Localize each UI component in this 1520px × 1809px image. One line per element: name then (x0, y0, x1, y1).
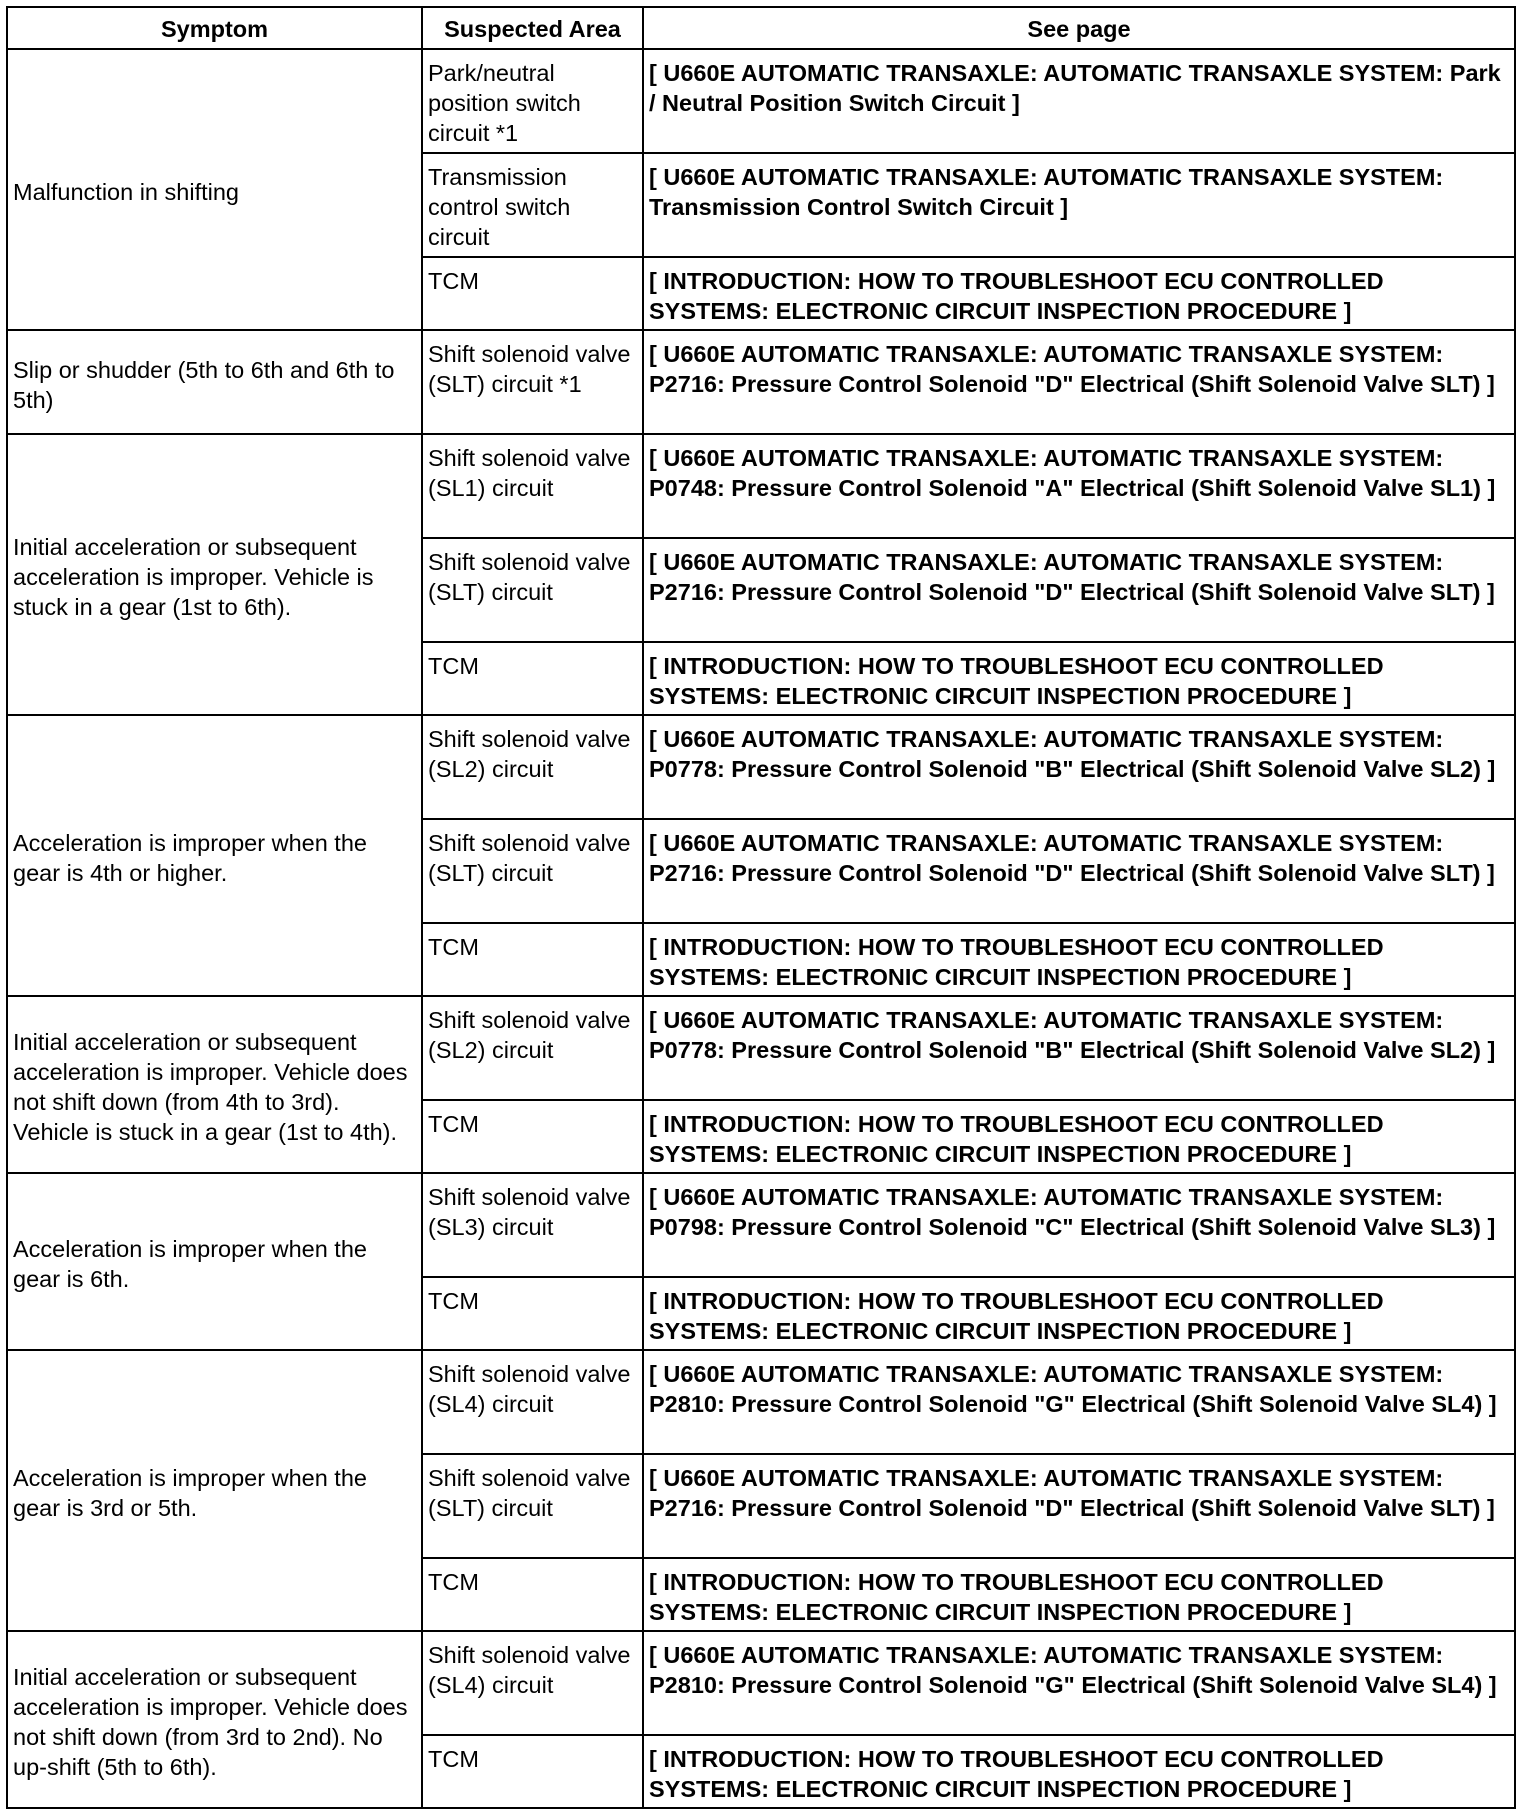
suspected-area-cell: TCM (422, 1100, 643, 1173)
see-page-reference[interactable]: [ U660E AUTOMATIC TRANSAXLE: AUTOMATIC TRANSAXLE SYSTEM: Park / Neutral Position Switch Circuit ] (643, 49, 1515, 153)
suspected-area-cell: TCM (422, 257, 643, 330)
suspected-area-cell: TCM (422, 642, 643, 715)
suspected-area-cell: Shift solenoid valve (SL1) circuit (422, 434, 643, 538)
table-row (7, 1631, 1515, 1735)
table-body (7, 49, 1515, 1808)
suspected-area-cell: Shift solenoid valve (SL4) circuit (422, 1350, 643, 1454)
see-page-reference[interactable]: [ INTRODUCTION: HOW TO TROUBLESHOOT ECU CONTROLLED SYSTEMS: ELECTRONIC CIRCUIT INSPECTION PROCEDURE ] (643, 1735, 1515, 1808)
symptom-cell: Slip or shudder (5th to 6th and 6th to 5th) (7, 330, 422, 434)
suspected-area-cell: Shift solenoid valve (SLT) circuit (422, 1454, 643, 1558)
suspected-area-cell: Shift solenoid valve (SL4) circuit (422, 1631, 643, 1735)
table-row (7, 330, 1515, 434)
see-page-reference[interactable]: [ INTRODUCTION: HOW TO TROUBLESHOOT ECU CONTROLLED SYSTEMS: ELECTRONIC CIRCUIT INSPECTION PROCEDURE ] (643, 257, 1515, 330)
suspected-area-cell: Shift solenoid valve (SLT) circuit (422, 538, 643, 642)
symptom-cell: Acceleration is improper when the gear is 3rd or 5th. (7, 1350, 422, 1631)
see-page-reference[interactable]: [ U660E AUTOMATIC TRANSAXLE: AUTOMATIC TRANSAXLE SYSTEM: P2810: Pressure Control Solenoid "G" Electrical (Shift Solenoid Valve SL4) ] (643, 1631, 1515, 1735)
symptom-cell: Initial acceleration or subsequent acceleration is improper. Vehicle does not shift down (from 3rd to 2nd). No up-shift (5th to 6th). (7, 1631, 422, 1808)
symptom-cell: Malfunction in shifting (7, 49, 422, 330)
see-page-reference[interactable]: [ U660E AUTOMATIC TRANSAXLE: AUTOMATIC TRANSAXLE SYSTEM: P0798: Pressure Control Solenoid "C" Electrical (Shift Solenoid Valve SL3) ] (643, 1173, 1515, 1277)
see-page-reference[interactable]: [ U660E AUTOMATIC TRANSAXLE: AUTOMATIC TRANSAXLE SYSTEM: P2716: Pressure Control Solenoid "D" Electrical (Shift Solenoid Valve SLT) ] (643, 330, 1515, 434)
table-row (7, 49, 1515, 153)
suspected-area-cell: Transmission control switch circuit (422, 153, 643, 257)
table-row (7, 1350, 1515, 1454)
see-page-reference[interactable]: [ INTRODUCTION: HOW TO TROUBLESHOOT ECU CONTROLLED SYSTEMS: ELECTRONIC CIRCUIT INSPECTION PROCEDURE ] (643, 1558, 1515, 1631)
header-row (7, 7, 1515, 49)
see-page-reference[interactable]: [ INTRODUCTION: HOW TO TROUBLESHOOT ECU CONTROLLED SYSTEMS: ELECTRONIC CIRCUIT INSPECTION PROCEDURE ] (643, 1277, 1515, 1350)
see-page-reference[interactable]: [ U660E AUTOMATIC TRANSAXLE: AUTOMATIC TRANSAXLE SYSTEM: Transmission Control Switch Circuit ] (643, 153, 1515, 257)
suspected-area-cell: Shift solenoid valve (SLT) circuit *1 (422, 330, 643, 434)
see-page-reference[interactable]: [ U660E AUTOMATIC TRANSAXLE: AUTOMATIC TRANSAXLE SYSTEM: P2716: Pressure Control Solenoid "D" Electrical (Shift Solenoid Valve SLT) ] (643, 1454, 1515, 1558)
see-page-reference[interactable]: [ U660E AUTOMATIC TRANSAXLE: AUTOMATIC TRANSAXLE SYSTEM: P2716: Pressure Control Solenoid "D" Electrical (Shift Solenoid Valve SLT) ] (643, 819, 1515, 923)
see-page-reference[interactable]: [ U660E AUTOMATIC TRANSAXLE: AUTOMATIC TRANSAXLE SYSTEM: P0778: Pressure Control Solenoid "B" Electrical (Shift Solenoid Valve SL2) ] (643, 715, 1515, 819)
suspected-area-cell: Shift solenoid valve (SL2) circuit (422, 996, 643, 1100)
see-page-reference[interactable]: [ INTRODUCTION: HOW TO TROUBLESHOOT ECU CONTROLLED SYSTEMS: ELECTRONIC CIRCUIT INSPECTION PROCEDURE ] (643, 923, 1515, 996)
symptom-cell: Acceleration is improper when the gear is 4th or higher. (7, 715, 422, 996)
see-page-reference[interactable]: [ U660E AUTOMATIC TRANSAXLE: AUTOMATIC TRANSAXLE SYSTEM: P2716: Pressure Control Solenoid "D" Electrical (Shift Solenoid Valve SLT) ] (643, 538, 1515, 642)
suspected-area-cell: TCM (422, 1558, 643, 1631)
suspected-area-cell: Shift solenoid valve (SL2) circuit (422, 715, 643, 819)
suspected-area-cell: TCM (422, 1735, 643, 1808)
suspected-area-cell: Shift solenoid valve (SL3) circuit (422, 1173, 643, 1277)
header-suspected-area: Suspected Area (422, 7, 643, 49)
see-page-reference[interactable]: [ INTRODUCTION: HOW TO TROUBLESHOOT ECU CONTROLLED SYSTEMS: ELECTRONIC CIRCUIT INSPECTION PROCEDURE ] (643, 1100, 1515, 1173)
header-see-page: See page (643, 7, 1515, 49)
see-page-reference[interactable]: [ U660E AUTOMATIC TRANSAXLE: AUTOMATIC TRANSAXLE SYSTEM: P0778: Pressure Control Solenoid "B" Electrical (Shift Solenoid Valve SL2) ] (643, 996, 1515, 1100)
suspected-area-cell: TCM (422, 923, 643, 996)
see-page-reference[interactable]: [ U660E AUTOMATIC TRANSAXLE: AUTOMATIC TRANSAXLE SYSTEM: P0748: Pressure Control Solenoid "A" Electrical (Shift Solenoid Valve SL1) ] (643, 434, 1515, 538)
table-row (7, 1173, 1515, 1277)
symptom-cell: Initial acceleration or subsequent acceleration is improper. Vehicle does not shift down (from 4th to 3rd). Vehicle is stuck in a gear (1st to 4th). (7, 996, 422, 1173)
symptom-cell: Acceleration is improper when the gear is 6th. (7, 1173, 422, 1350)
table-row (7, 715, 1515, 819)
table-row (7, 996, 1515, 1100)
suspected-area-cell: Shift solenoid valve (SLT) circuit (422, 819, 643, 923)
see-page-reference[interactable]: [ INTRODUCTION: HOW TO TROUBLESHOOT ECU CONTROLLED SYSTEMS: ELECTRONIC CIRCUIT INSPECTION PROCEDURE ] (643, 642, 1515, 715)
see-page-reference[interactable]: [ U660E AUTOMATIC TRANSAXLE: AUTOMATIC TRANSAXLE SYSTEM: P2810: Pressure Control Solenoid "G" Electrical (Shift Solenoid Valve SL4) ] (643, 1350, 1515, 1454)
suspected-area-cell: Park/neutral position switch circuit *1 (422, 49, 643, 153)
troubleshooting-table (6, 6, 1516, 1809)
suspected-area-cell: TCM (422, 1277, 643, 1350)
header-symptom: Symptom (7, 7, 422, 49)
symptom-cell: Initial acceleration or subsequent acceleration is improper. Vehicle is stuck in a gear (1st to 6th). (7, 434, 422, 715)
table-row (7, 434, 1515, 538)
